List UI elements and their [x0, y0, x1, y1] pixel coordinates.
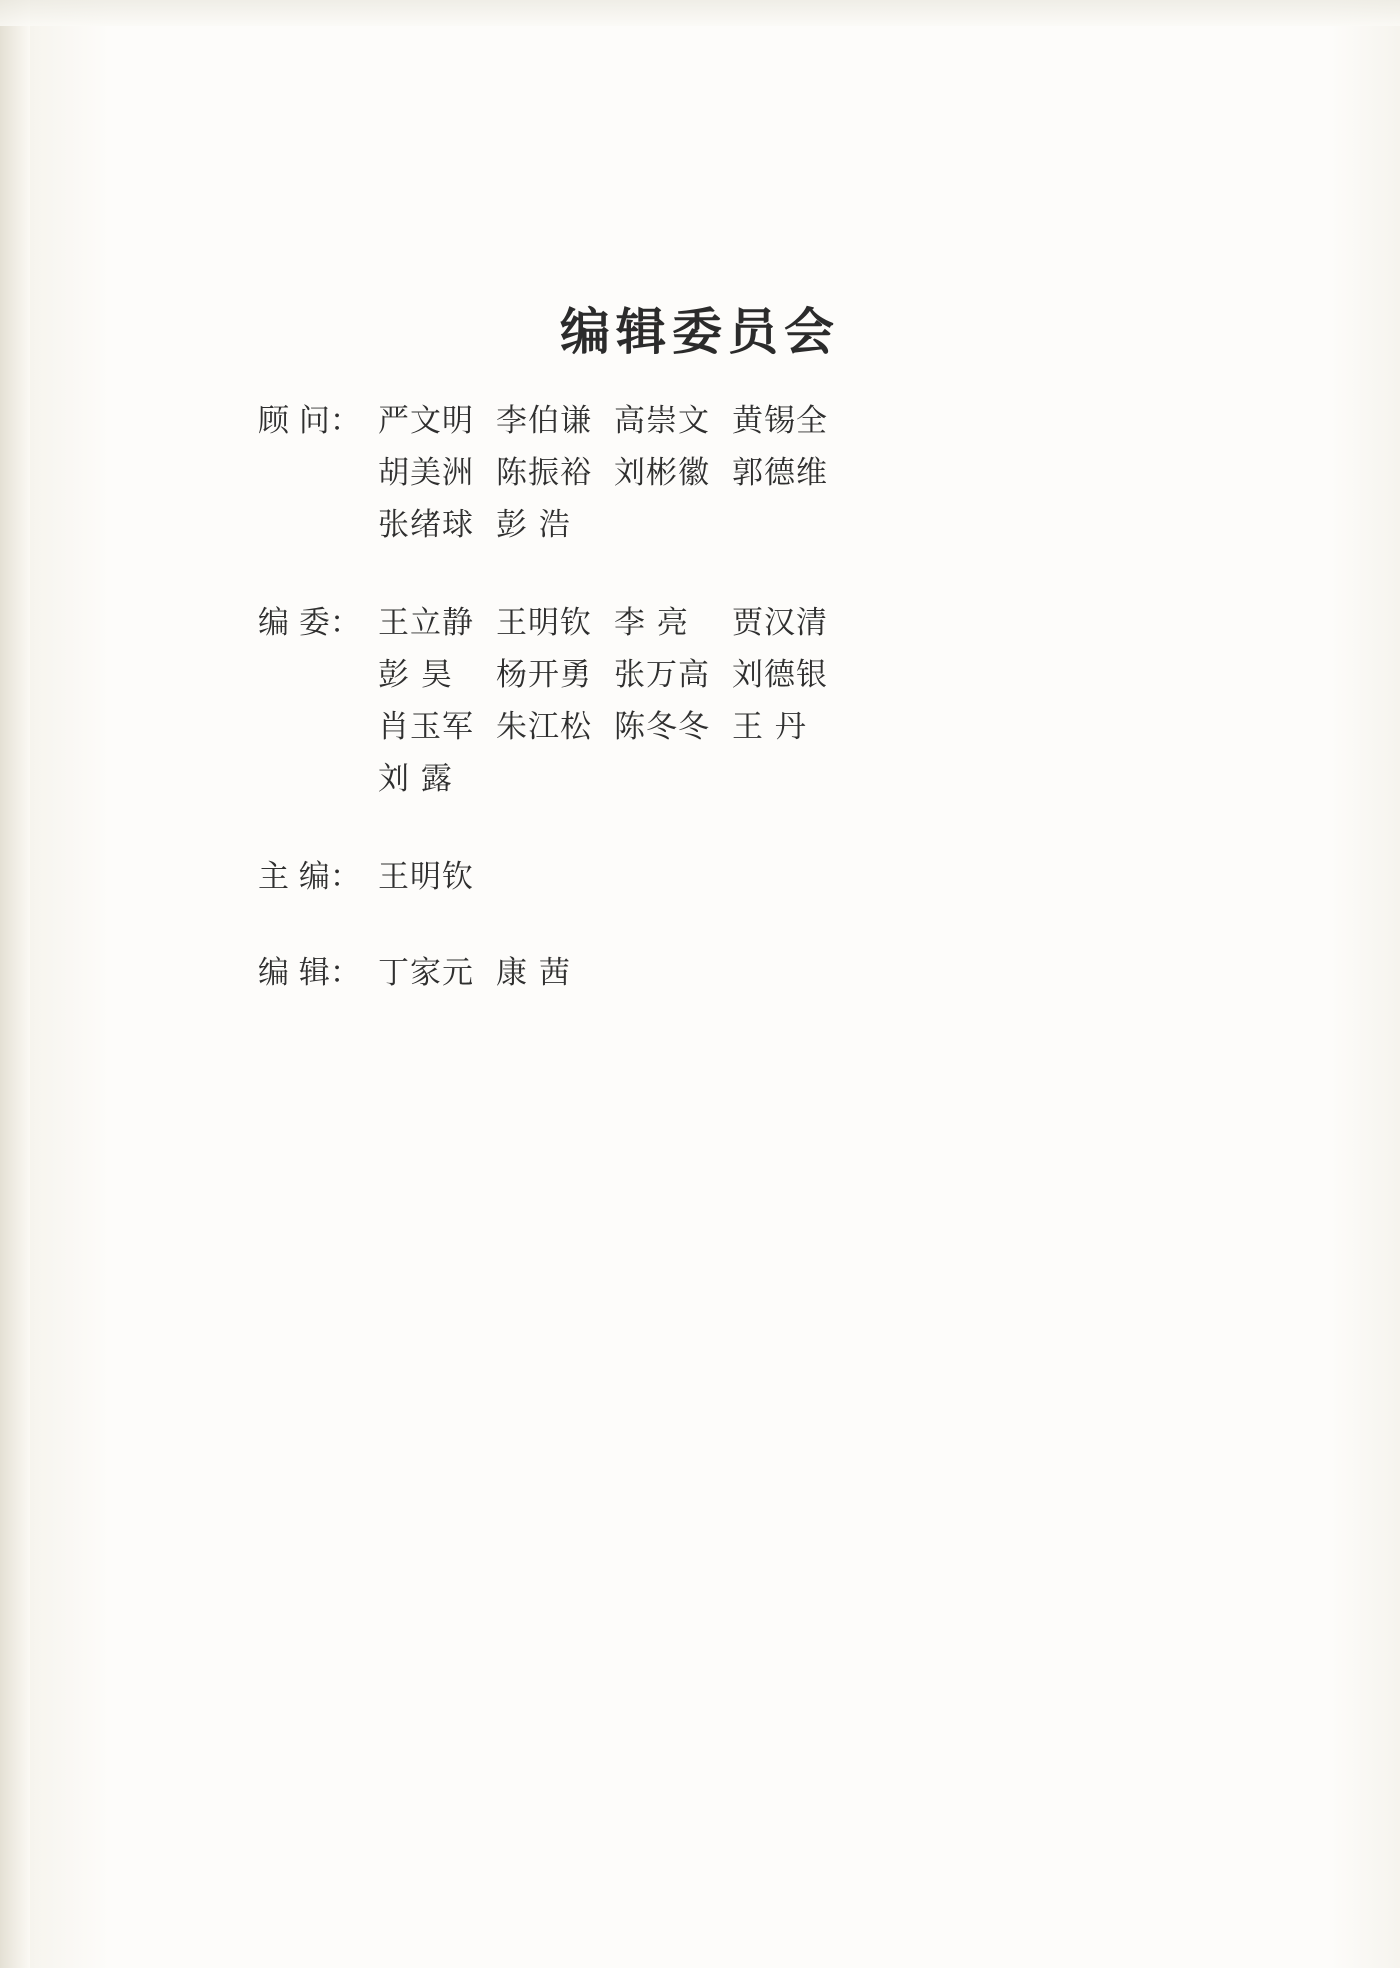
person-name: 贾汉清	[732, 605, 828, 641]
name-group	[378, 753, 1158, 798]
name-group	[378, 499, 1158, 544]
list-row	[258, 753, 1158, 805]
person-name: 杨开勇	[496, 657, 592, 693]
list-row	[258, 597, 1158, 649]
person-name: 黄锡全	[732, 403, 828, 439]
person-name: 李 亮	[614, 605, 689, 641]
person-name: 高崇文	[614, 403, 710, 439]
person-name: 严文明	[378, 403, 474, 439]
person-name: 刘德银	[732, 657, 828, 693]
person-name: 李伯谦	[496, 403, 592, 439]
name-group	[378, 649, 1158, 694]
section-label-editorial-members: 编 委：	[258, 605, 361, 641]
person-name: 陈振裕	[496, 455, 592, 491]
person-name: 彭 昊	[378, 657, 453, 693]
list-row	[258, 947, 1158, 999]
name-group	[378, 701, 1158, 746]
person-name: 王立静	[378, 605, 474, 641]
section-label-editors: 编 辑：	[258, 955, 361, 991]
person-name: 丁家元	[378, 955, 474, 991]
section-editorial-members	[258, 597, 1158, 805]
section-advisors	[258, 395, 1158, 551]
person-name: 陈冬冬	[614, 709, 710, 745]
person-name: 刘彬徽	[614, 455, 710, 491]
section-chief-editor	[258, 851, 1158, 903]
person-name: 胡美洲	[378, 455, 474, 491]
person-name: 王 丹	[732, 709, 807, 745]
list-row	[258, 701, 1158, 753]
name-group	[378, 447, 1158, 492]
editorial-board-list	[258, 395, 1158, 1043]
person-name: 张万高	[614, 657, 710, 693]
list-row	[258, 499, 1158, 551]
section-editors	[258, 947, 1158, 999]
name-group	[378, 597, 1158, 642]
name-group	[378, 947, 1158, 992]
person-name: 刘 露	[378, 761, 453, 797]
list-row	[258, 395, 1158, 447]
name-group	[378, 851, 1158, 896]
person-name: 朱江松	[496, 709, 592, 745]
section-label-chief-editor: 主 编：	[258, 859, 361, 895]
section-label-advisors: 顾 问：	[258, 403, 361, 439]
person-name: 肖玉军	[378, 709, 474, 745]
person-name: 郭德维	[732, 455, 828, 491]
list-row	[258, 851, 1158, 903]
person-name: 张绪球	[378, 507, 474, 543]
page-title: 编辑委员会	[560, 302, 840, 361]
person-name: 王明钦	[378, 859, 474, 895]
name-group	[378, 395, 1158, 440]
list-row	[258, 649, 1158, 701]
person-name: 王明钦	[496, 605, 592, 641]
person-name: 彭 浩	[496, 507, 571, 543]
list-row	[258, 447, 1158, 499]
person-name: 康 茜	[496, 955, 571, 991]
